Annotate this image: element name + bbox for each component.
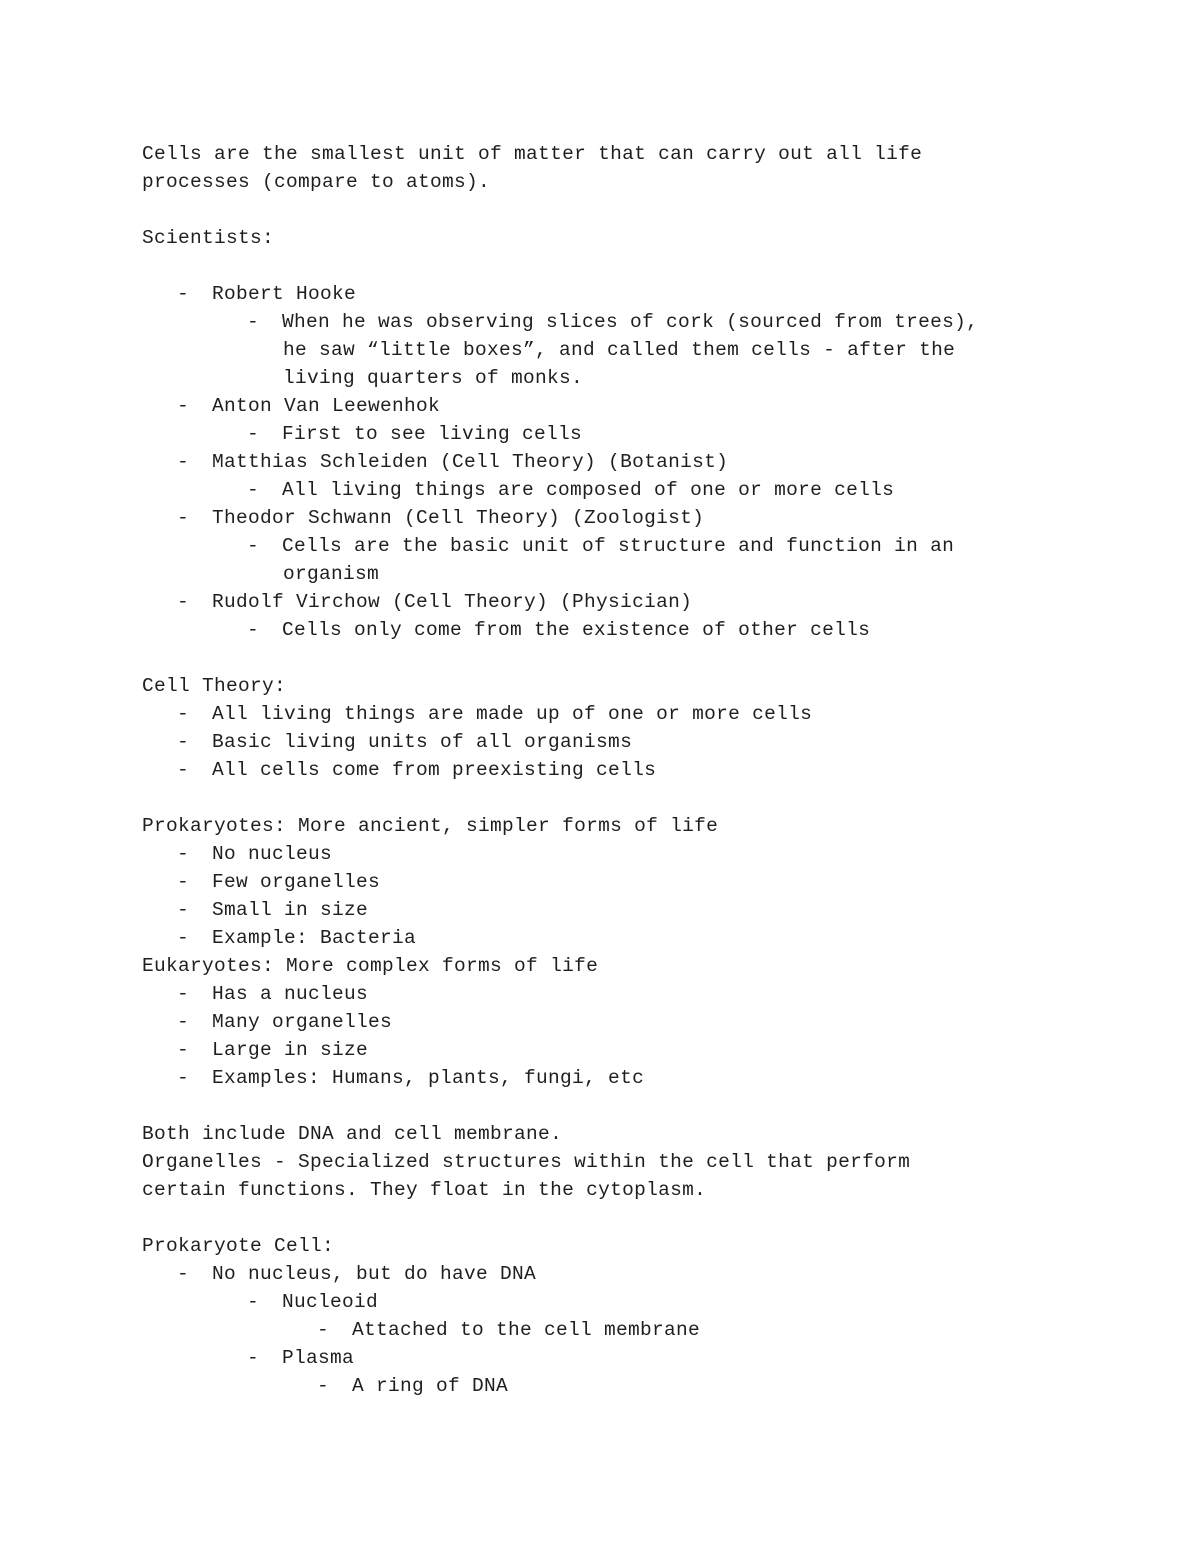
scientist-note-continued: living quarters of monks. [283,367,584,389]
section-heading-prokaryote-cell: Prokaryote Cell: [142,1235,335,1257]
section-heading-prokaryotes: Prokaryotes: More ancient, simpler forms of life [142,815,719,837]
section-heading-eukaryotes: Eukaryotes: More complex forms of life [142,955,599,977]
cell-theory-point: All cells come from preexisting cells [212,759,657,781]
list-item [177,924,416,952]
bullet-dash: - [177,395,190,417]
list-item [247,476,894,504]
bullet-dash: - [317,1375,330,1397]
prokaryote-cell-detail: Attached to the cell membrane [352,1319,701,1341]
bullet-dash: - [177,1067,190,1089]
prokaryote-cell-subpoint: Nucleoid [282,1291,379,1313]
eukaryote-trait: Large in size [212,1039,369,1061]
list-item [177,1064,644,1092]
list-item [177,588,692,616]
list-item [247,308,978,336]
bullet-dash: - [177,731,190,753]
list-item [177,392,440,420]
scientist-name: Robert Hooke [212,283,357,305]
bullet-dash: - [317,1319,330,1341]
bullet-dash: - [247,479,260,501]
paragraph-text: Organelles - Specialized structures within the cell that perform [142,1151,911,1173]
scientist-name: Theodor Schwann (Cell Theory) (Zoologist) [212,507,705,529]
list-item [177,448,728,476]
paragraph-text: certain functions. They float in the cytoplasm. [142,1179,707,1201]
bullet-dash: - [177,1039,190,1061]
bullet-dash: - [177,283,190,305]
prokaryote-cell-detail: A ring of DNA [352,1375,509,1397]
bullet-dash: - [177,983,190,1005]
list-item [177,1260,536,1288]
bullet-dash: - [247,423,260,445]
intro-text: processes (compare to atoms). [142,171,491,193]
list-item [177,840,332,868]
list-item [177,1008,392,1036]
bullet-dash: - [247,1291,260,1313]
scientist-name: Rudolf Virchow (Cell Theory) (Physician) [212,591,693,613]
eukaryote-trait: Many organelles [212,1011,393,1033]
prokaryote-trait: Example: Bacteria [212,927,417,949]
prokaryote-cell-subpoint: Plasma [282,1347,355,1369]
bullet-dash: - [177,871,190,893]
bullet-dash: - [247,311,260,333]
bullet-dash: - [177,507,190,529]
bullet-dash: - [247,1347,260,1369]
list-item [177,504,704,532]
bullet-dash: - [177,591,190,613]
bullet-dash: - [177,927,190,949]
list-item [177,700,812,728]
scientist-note: First to see living cells [282,423,583,445]
cell-theory-point: Basic living units of all organisms [212,731,633,753]
scientist-note: Cells are the basic unit of structure and function in an [282,535,955,557]
list-item [317,1372,508,1400]
scientist-name: Matthias Schleiden (Cell Theory) (Botanist) [212,451,729,473]
scientist-note-continued: he saw “little boxes”, and called them cells - after the [283,339,956,361]
list-item [247,532,954,560]
list-item [177,896,368,924]
bullet-dash: - [247,619,260,641]
intro-text: Cells are the smallest unit of matter that can carry out all life [142,143,923,165]
list-item [247,1288,378,1316]
prokaryote-trait: Few organelles [212,871,381,893]
list-item [247,1344,354,1372]
scientist-note: Cells only come from the existence of other cells [282,619,871,641]
list-item [177,868,380,896]
prokaryote-cell-point: No nucleus, but do have DNA [212,1263,537,1285]
bullet-dash: - [177,451,190,473]
scientist-note: All living things are composed of one or more cells [282,479,895,501]
bullet-dash: - [177,703,190,725]
list-item [317,1316,700,1344]
list-item [177,980,368,1008]
bullet-dash: - [247,535,260,557]
section-heading-cell-theory: Cell Theory: [142,675,287,697]
prokaryote-trait: Small in size [212,899,369,921]
bullet-dash: - [177,843,190,865]
list-item [177,1036,368,1064]
bullet-dash: - [177,899,190,921]
list-item [247,616,870,644]
prokaryote-trait: No nucleus [212,843,333,865]
list-item [177,728,632,756]
scientist-note-continued: organism [283,563,380,585]
eukaryote-trait: Examples: Humans, plants, fungi, etc [212,1067,645,1089]
eukaryote-trait: Has a nucleus [212,983,369,1005]
bullet-dash: - [177,759,190,781]
bullet-dash: - [177,1263,190,1285]
section-heading-scientists: Scientists: [142,227,275,249]
scientist-note: When he was observing slices of cork (sourced from trees), [282,311,979,333]
paragraph-text: Both include DNA and cell membrane. [142,1123,563,1145]
bullet-dash: - [177,1011,190,1033]
cell-theory-point: All living things are made up of one or more cells [212,703,813,725]
list-item [247,420,582,448]
list-item [177,756,656,784]
list-item [177,280,356,308]
scientist-name: Anton Van Leewenhok [212,395,441,417]
